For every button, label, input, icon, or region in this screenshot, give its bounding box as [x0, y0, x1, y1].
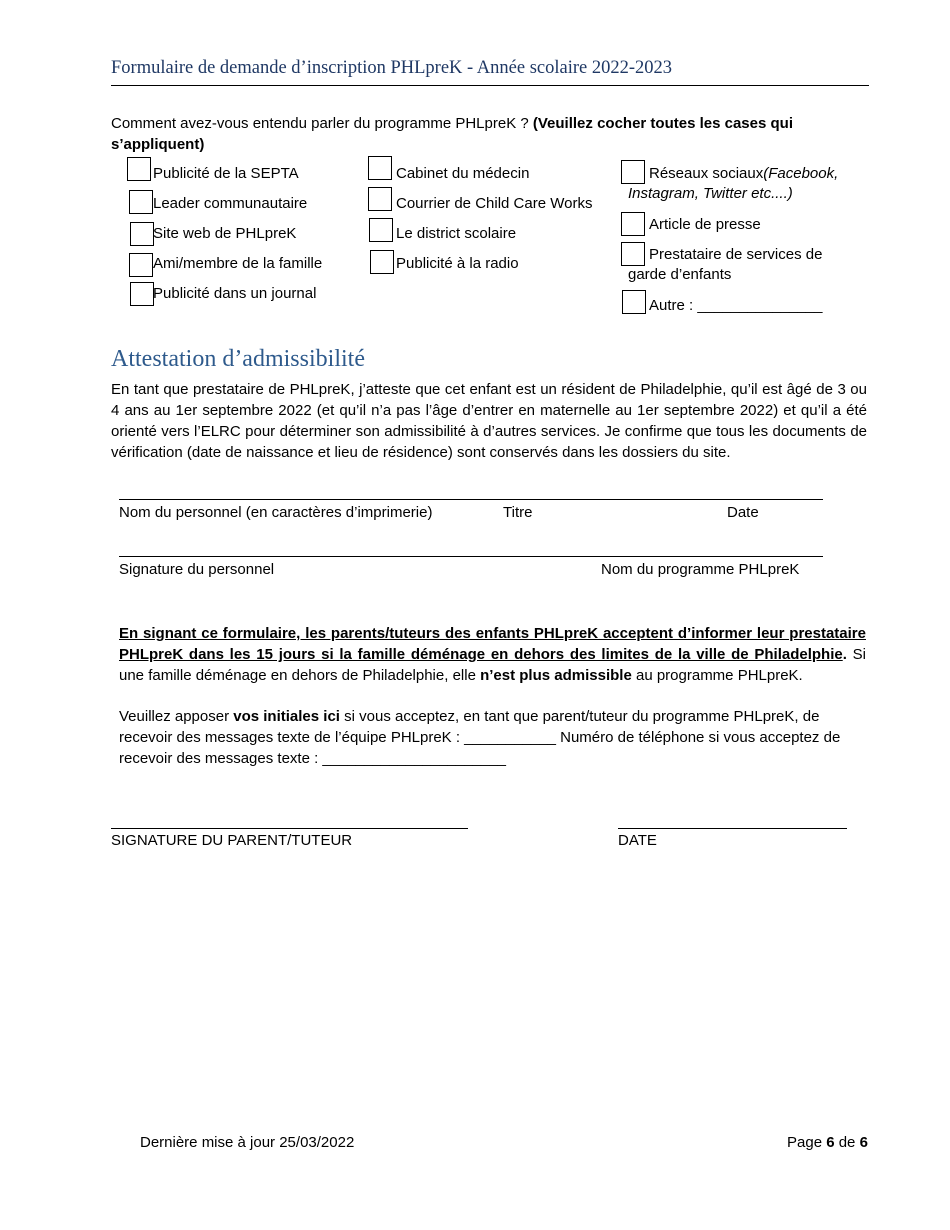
social-media-label: Réseaux sociaux — [649, 165, 764, 182]
page-total: 6 — [859, 1134, 868, 1151]
texting-consent — [119, 706, 861, 769]
option-label: Courrier de Child Care Works — [396, 195, 593, 212]
option-label: Site web de PHLpreK — [153, 225, 297, 242]
option-label-other: Autre : _______________ — [649, 297, 823, 314]
page-of: de — [834, 1134, 860, 1151]
date-label: Date — [727, 504, 759, 521]
checkbox-press-article[interactable] — [621, 212, 645, 236]
option-label: Leader communautaire — [153, 195, 308, 212]
section-title-attestation: Attestation d’admissibilité — [111, 346, 365, 372]
referral-question — [111, 113, 871, 155]
parent-date-line — [618, 828, 847, 829]
checkbox-doctor-office[interactable] — [368, 156, 392, 180]
checkbox-septa-ad[interactable] — [127, 157, 151, 181]
initials-emphasis: vos initiales ici — [233, 708, 340, 725]
document-header-title: Formulaire de demande d’inscription PHLpreK - Année scolaire 2022-2023 — [111, 58, 673, 78]
title-label: Titre — [503, 504, 533, 521]
question-instruction: (Veuillez cocher toutes les cases qui s’appliquent) — [111, 115, 793, 153]
relocation-notice — [119, 623, 866, 686]
checkbox-newspaper-ad[interactable] — [130, 282, 154, 306]
checkbox-phlprek-website[interactable] — [130, 222, 154, 246]
checkbox-social-media[interactable] — [621, 160, 645, 184]
page-number — [787, 1134, 868, 1151]
option-label: Publicité dans un journal — [153, 285, 317, 302]
last-updated: Dernière mise à jour 25/03/2022 — [140, 1134, 355, 1151]
checkbox-child-care-works-mail[interactable] — [368, 187, 392, 211]
page-word: Page — [787, 1134, 827, 1151]
staff-signature-line — [119, 556, 823, 557]
question-text: Comment avez-vous entendu parler du programme PHLpreK ? — [111, 115, 533, 132]
parent-date-label: DATE — [618, 832, 657, 849]
checkbox-radio-ad[interactable] — [370, 250, 394, 274]
parent-signature-line — [111, 828, 468, 829]
option-label: Ami/membre de la famille — [153, 255, 323, 272]
checkbox-community-leader[interactable] — [129, 190, 153, 214]
notice-emphasis: En signant ce formulaire, les parents/tuteurs des enfants PHLpreK acceptent d’informer leur prestataire PHLpreK dans les 15 jours si la famille déménage en dehors des limites de la ville de Philadelphie — [119, 625, 866, 663]
notice-not-eligible: n’est plus admissible — [480, 667, 632, 684]
option-label: Prestataire de services de — [649, 246, 823, 263]
staff-signature-label: Signature du personnel — [119, 561, 275, 578]
program-name-label: Nom du programme PHLpreK — [601, 561, 800, 578]
social-media-examples-continued: Instagram, Twitter etc....) — [628, 185, 793, 202]
option-label: Article de presse — [649, 216, 761, 233]
parent-signature-label: SIGNATURE DU PARENT/TUTEUR — [111, 832, 353, 849]
notice-text: Si une famille déménage en dehors de Philadelphie, elle — [119, 646, 866, 684]
checkbox-other[interactable] — [622, 290, 646, 314]
texting-consent-text: Veuillez apposer — [119, 708, 234, 725]
staff-name-title-date-line — [119, 499, 823, 500]
notice-period: . — [842, 646, 847, 663]
option-label: Publicité de la SEPTA — [153, 165, 299, 182]
header-divider — [111, 85, 869, 86]
option-label: Publicité à la radio — [396, 255, 519, 272]
checkbox-childcare-provider[interactable] — [621, 242, 645, 266]
staff-name-label: Nom du personnel (en caractères d’imprimerie) — [119, 504, 433, 521]
notice-text-end: au programme PHLpreK. — [631, 667, 803, 684]
checkbox-friend-family[interactable] — [129, 253, 153, 277]
texting-consent-rest: si vous acceptez, en tant que parent/tuteur du programme PHLpreK, de recevoir des messages texte de l’équipe PHLpreK : ___________ Numéro de téléphone si vous acceptez de recevoir des messages texte : ______________________ — [119, 708, 841, 767]
option-label: Cabinet du médecin — [396, 165, 530, 182]
social-media-examples: (Facebook, — [763, 165, 839, 182]
page-current: 6 — [826, 1134, 835, 1151]
attestation-paragraph: En tant que prestataire de PHLpreK, j’atteste que cet enfant est un résident de Philadelphie, qu’il est âgé de 3 ou 4 ans au 1er septembre 2022 (et qu’il n’a pas l’âge d’entrer en maternelle au 1er septembre 2022) et qu’il a été orienté vers l’ELRC pour déterminer son admissibilité à d’autres services. Je confirme que tous les documents de vérification (date de naissance et lieu de résidence) sont conservés dans les dossiers du site. — [111, 381, 867, 461]
checkbox-school-district[interactable] — [369, 218, 393, 242]
option-label: Le district scolaire — [396, 225, 517, 242]
option-label-continued: garde d’enfants — [628, 266, 732, 283]
option-label — [649, 164, 838, 184]
